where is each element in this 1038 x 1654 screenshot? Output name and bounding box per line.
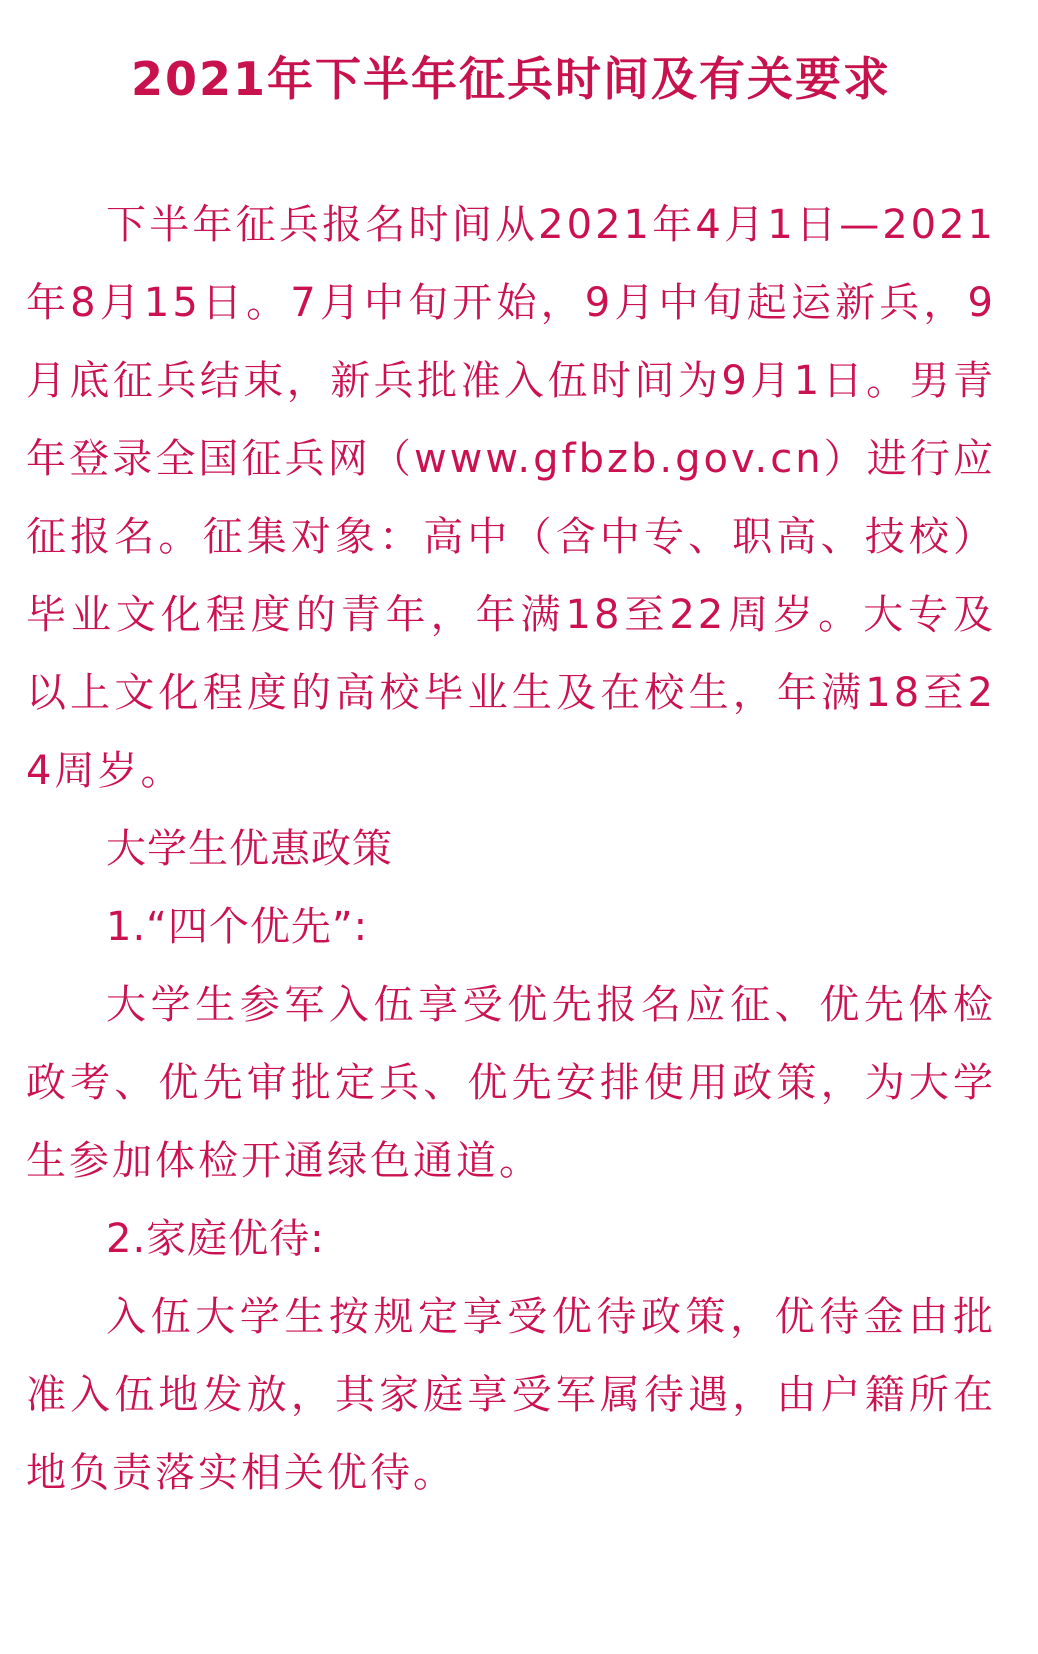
item1-heading: 1.“四个优先”: xyxy=(106,904,369,950)
item2-heading: 2.家庭优待: xyxy=(106,1216,325,1262)
article-body xyxy=(26,186,996,1512)
item2-paragraph: 入伍大学生按规定享受优待政策，优待金由批准入伍地发放，其家庭享受军属待遇，由户籍所在地负责落实相关优待。 xyxy=(26,1294,996,1496)
intro-paragraph: 下半年征兵报名时间从2021年4月1日—2021年8月15日。7月中旬开始，9月中旬起运新兵，9月底征兵结束，新兵批准入伍时间为9月1日。男青年登录全国征兵网（www.gfbzb.gov.cn）进行应征报名。征集对象：高中（含中专、职高、技校）毕业文化程度的青年，年满18至22周岁。大专及以上文化程度的高校毕业生及在校生，年满18至24周岁。 xyxy=(26,202,996,794)
article-title: 2021年下半年征兵时间及有关要求 xyxy=(130,52,892,106)
item1-paragraph: 大学生参军入伍享受优先报名应征、优先体检政考、优先审批定兵、优先安排使用政策，为大学生参加体检开通绿色通道。 xyxy=(26,982,996,1184)
policy-heading: 大学生优惠政策 xyxy=(106,826,393,872)
